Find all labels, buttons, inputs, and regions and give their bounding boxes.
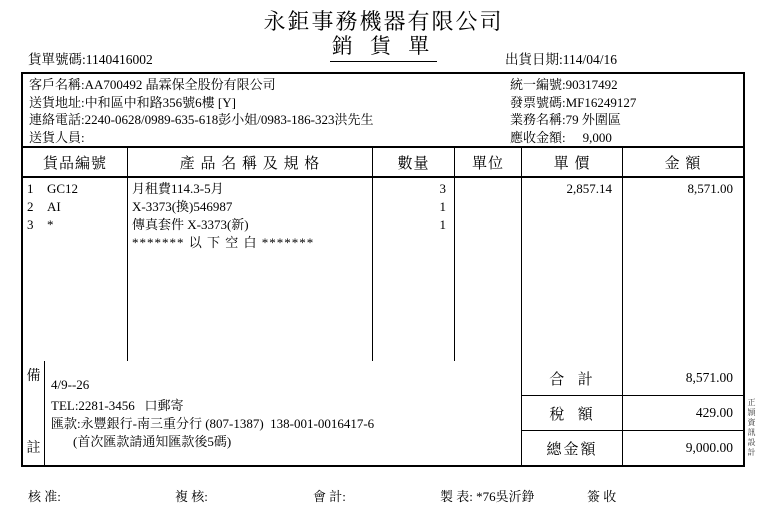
header-amount: 金 額 — [664, 155, 702, 172]
invoice-number-value: MF16249127 — [565, 94, 637, 110]
item-row-code — [23, 198, 127, 216]
item-code: * — [47, 217, 54, 232]
accounting-label: 會 計: — [313, 489, 346, 504]
tax-row — [522, 396, 743, 431]
note-line-remittance-notice: (首次匯款請通知匯款後5碼) — [73, 434, 232, 449]
contact-phone-row — [29, 111, 374, 129]
ship-date-value: 114/04/16 — [562, 52, 618, 67]
approved-by-label: 核 准: — [28, 489, 61, 504]
item-row-code — [23, 216, 127, 234]
item-qty: 1 — [439, 199, 446, 214]
item-qty: 1 — [439, 217, 446, 232]
grand-total-row — [522, 431, 743, 465]
header-item-code: 貨品編號 — [23, 148, 128, 176]
contact-phone-label: 連絡電話: — [29, 112, 85, 127]
header-quantity: 數量 — [373, 148, 455, 176]
item-unit-price — [522, 198, 622, 216]
item-row-code — [23, 180, 127, 198]
item-amount — [623, 216, 743, 234]
note-line-remittance: 匯款:永豐銀行-南三重分行 (807-1387) 138-001-0016417-6 — [51, 416, 375, 431]
item-name-column — [128, 178, 373, 361]
receivable-amount-value: 9,000 — [582, 129, 612, 145]
prepared-by-label: 製 表: — [440, 489, 477, 504]
notes-label-bottom: 註 — [26, 441, 41, 456]
prepared-by — [440, 486, 535, 505]
grand-total-value: 9,000.00 — [685, 440, 733, 455]
tax-label: 稅 額 — [522, 396, 623, 430]
customer-name-value: AA700492 晶霖保全股份有限公司 — [84, 77, 276, 92]
customer-info-left — [29, 76, 374, 146]
ship-date — [505, 48, 617, 68]
signature-label: 簽 收 — [587, 489, 617, 504]
invoice-number-label: 發票號碼: — [510, 94, 566, 110]
delivery-address-row — [29, 94, 374, 112]
item-unit-price: 2,857.14 — [566, 181, 612, 196]
note-line-date: 4/9--26 — [51, 377, 90, 392]
receivable-amount-label: 應收金額: — [510, 129, 566, 145]
contact-phone-value: 2240-0628/0989-635-618彭小姐/0983-186-323洪先生 — [84, 112, 374, 127]
item-unit-price — [522, 216, 622, 234]
item-code-column — [23, 178, 128, 361]
customer-name-row — [29, 76, 374, 94]
software-vendor-watermark: 正頴資訊設計 — [747, 398, 756, 458]
totals-box — [522, 361, 743, 465]
item-qty-column — [373, 178, 455, 361]
customer-info-right — [510, 76, 636, 146]
item-name: 傳真套件 X-3373(新) — [132, 217, 249, 232]
order-number-value: 1140416002 — [85, 52, 153, 67]
order-number-label: 貨單號碼: — [28, 52, 86, 67]
prepared-by-name: *76吳沂錚 — [476, 489, 535, 504]
item-price-column — [522, 178, 623, 361]
invoice-number-row — [510, 94, 636, 112]
notes-label-top: 備 — [26, 369, 41, 384]
bottom-section — [23, 361, 743, 465]
ship-date-label: 出貨日期: — [505, 52, 563, 67]
header-unit-price: 單 價 — [522, 148, 623, 176]
delivery-person-row — [29, 129, 374, 147]
item-name: 月租費114.3-5月 — [132, 181, 224, 196]
subtotal-label: 合 計 — [522, 361, 623, 395]
subtotal-row — [522, 361, 743, 396]
tax-value: 429.00 — [695, 405, 733, 420]
item-unit-column — [455, 178, 522, 361]
customer-info-section — [23, 74, 743, 148]
item-amount: 8,571.00 — [687, 181, 733, 196]
item-code: AI — [47, 199, 61, 214]
subtotal-value: 8,571.00 — [685, 370, 733, 385]
note-line-tel: TEL:2281-3456 口郵寄 — [51, 398, 184, 413]
items-table-header — [23, 148, 743, 178]
item-row-number: 3 — [27, 217, 34, 232]
tax-id-label: 統一編號: — [510, 77, 566, 92]
items-table-body — [23, 178, 743, 361]
receivable-amount-row — [510, 129, 636, 147]
item-qty: 3 — [439, 181, 446, 196]
item-amount-column — [623, 178, 743, 361]
reviewed-by-label: 複 核: — [175, 489, 208, 504]
header-product-name: 產 品 名 稱 及 規 格 — [128, 148, 373, 176]
sales-area-label: 業務名稱: — [510, 112, 566, 127]
tax-id-value: 90317492 — [565, 77, 618, 92]
customer-name-label: 客戶名稱: — [29, 77, 85, 92]
tax-id-row — [510, 76, 636, 94]
item-unit — [455, 180, 521, 198]
notes-box — [23, 361, 522, 465]
notes-content — [45, 361, 521, 465]
doc-title: 銷 貨 單 — [330, 30, 438, 62]
item-row-number: 2 — [27, 199, 34, 214]
item-code: GC12 — [47, 181, 79, 196]
item-name: X-3373(換)546987 — [132, 199, 233, 214]
delivery-address-value: 中和區中和路356號6樓 [Y] — [84, 94, 236, 110]
grand-total-label: 總金額 — [522, 431, 623, 465]
invoice-body-box — [21, 72, 745, 467]
header-unit: 單位 — [455, 148, 522, 176]
blank-below-marker: ******* 以 下 空 白 ******* — [132, 235, 315, 250]
item-row-number: 1 — [27, 181, 34, 196]
sales-area-value: 79 外圍區 — [565, 112, 621, 127]
notes-label-column — [23, 361, 45, 465]
delivery-address-label: 送貨地址: — [29, 94, 85, 110]
delivery-person-label: 送貨人員: — [29, 129, 85, 145]
sales-area-row — [510, 111, 636, 129]
company-name: 永鉅事務機器有限公司 — [263, 9, 504, 34]
item-amount — [623, 198, 743, 216]
order-number — [28, 48, 153, 68]
